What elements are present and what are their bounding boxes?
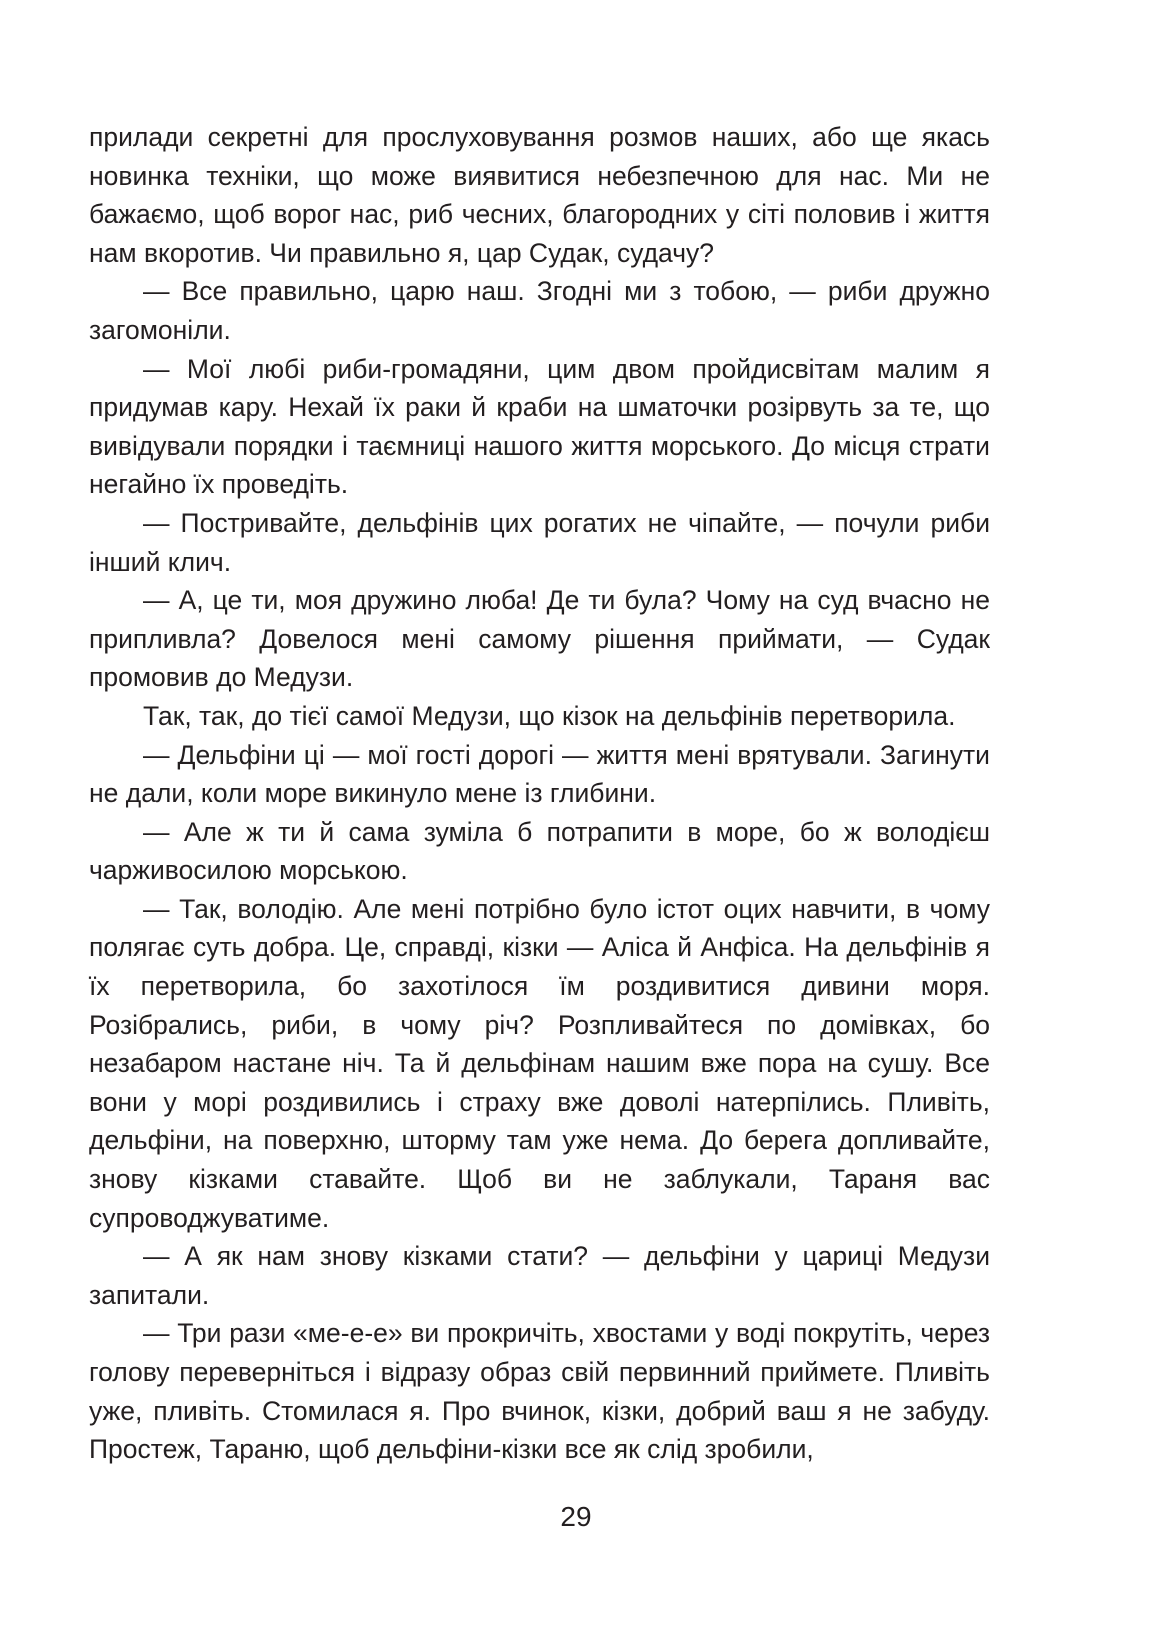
paragraph: — Дельфіни ці — мої гості дорогі — життя мені врятували. Загинути не дали, коли море викинуло мене із глибини. — [89, 739, 990, 809]
paragraph: — Так, володію. Але мені потрібно було істот оцих навчити, в чому полягає суть добра. Це, справді, кізки — Аліса й Анфіса. На дельфінів я їх перетворила, бо захотілося їм роздивитися дивини моря. Розібрались, риби, в чому річ? Розпливайтеся по домівках, бо незабаром настане ніч. Та й дельфінам нашим вже пора на сушу. Все вони у морі роздивились і страху вже доволі натерпілись. Пливіть, дельфіни, на поверхню, шторму там уже нема. До берега допливайте, знову кізками ставайте. Щоб ви не заблукали, Тараня вас супроводжуватиме. — [89, 893, 990, 1233]
page-number: 29 — [560, 1501, 592, 1532]
paragraph: — Три рази «ме-е-е» ви прокричіть, хвостами у воді покрутіть, через голову переверніться і відразу образ свій первинний приймете. Пливіть уже, пливіть. Стомилася я. Про вчинок, кізки, добрий ваш я не забуду. Простеж, Тараню, щоб дельфіни-кізки все як слід зробили, — [89, 1318, 990, 1465]
paragraph: — А як нам знову кізками стати? — дельфіни у цариці Медузи запитали. — [89, 1241, 990, 1310]
paragraph: прилади секретні для прослуховування розмов наших, або ще якась новинка техніки, що може виявитися небезпечною для нас. Ми не бажаємо, щоб ворог нас, риб чесних, благородних у сіті половив і життя нам вкоротив. Чи правильно я, цар Судак, судачу? — [89, 122, 990, 268]
paragraph: — Постривайте, дельфінів цих рогатих не чіпайте, — почули риби інший клич. — [89, 507, 990, 577]
paragraph: — Все правильно, царю наш. Згодні ми з тобою, — риби дружно загомоніли. — [89, 276, 990, 345]
paragraph: — Але ж ти й сама зуміла б потрапити в море, бо ж володієш чарживосилою морською. — [89, 816, 990, 886]
paragraph: — А, це ти, моя дружино люба! Де ти була? Чому на суд вчасно не припливла? Довелося мені самому рішення приймати, — Судак промовив до Медузи. — [89, 585, 990, 693]
paragraph: — Мої любі риби-громадяни, цим двом пройдисвітам малим я придумав кару. Нехай їх раки й краби на шматочки розірвуть за те, що вивідували порядки і таємниці нашого життя морського. До місця страти негайно їх проведіть. — [89, 353, 990, 500]
body-text — [89, 118, 990, 1469]
paragraph: Так, так, до тієї самої Медузи, що кізок на дельфінів перетворила. — [143, 700, 956, 731]
